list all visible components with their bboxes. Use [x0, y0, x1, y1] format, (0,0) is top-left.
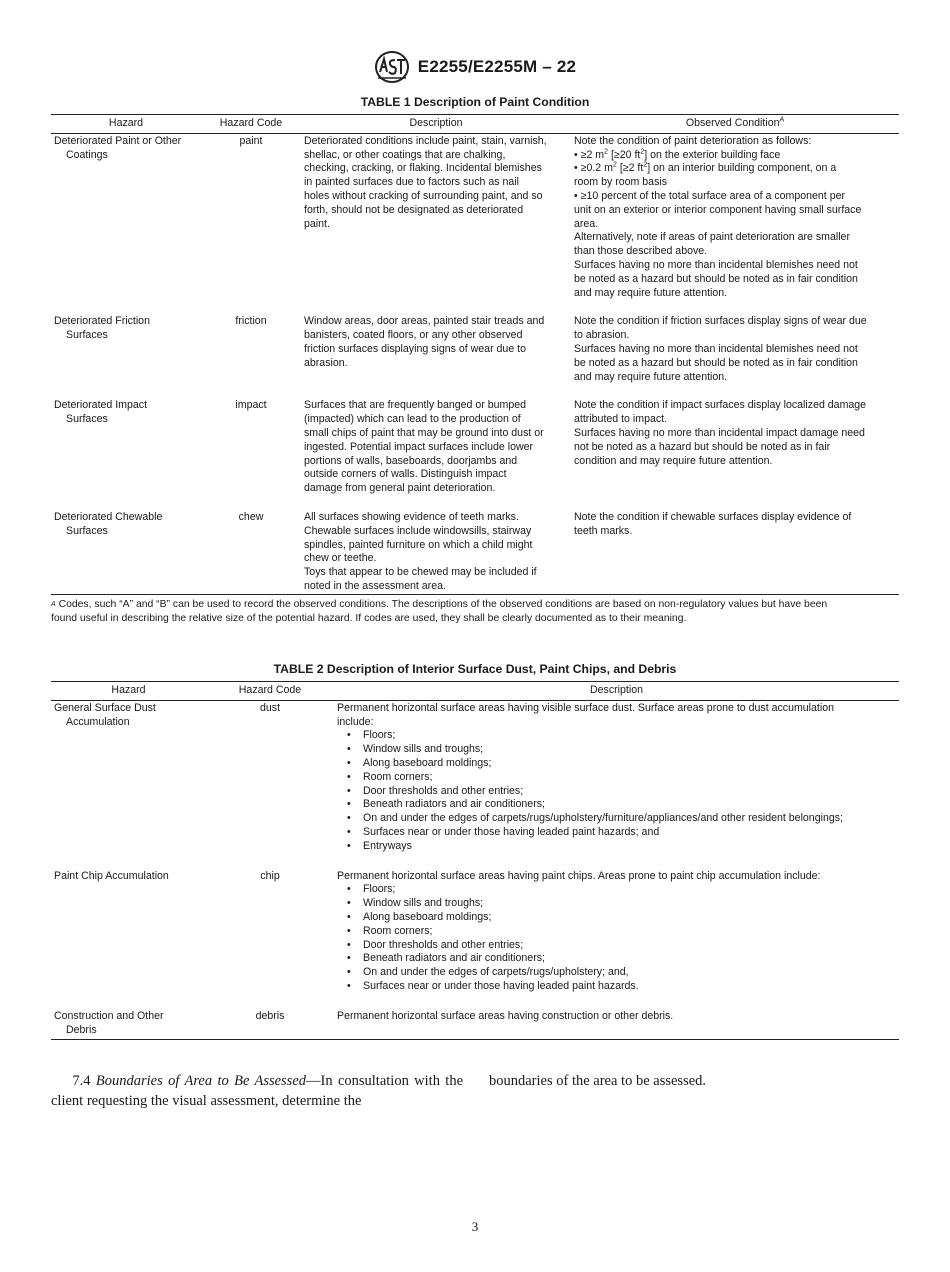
column-header-observed-condition: Observed Condition$^A$ — [571, 115, 899, 134]
list-item: • Room corners; — [347, 771, 896, 785]
list-item: • Door thresholds and other entries; — [347, 785, 896, 799]
column-header-hazard: Hazard — [51, 115, 201, 134]
astm-logo-icon — [374, 50, 410, 84]
section-title: Boundaries of Area to Be Assessed — [95, 1073, 307, 1089]
hazard-cell: General Surface Dust Accumulation — [54, 701, 156, 728]
hazard-code-cell: impact — [235, 399, 267, 412]
table1 — [51, 114, 899, 595]
column-header-description: Description — [334, 682, 899, 701]
description-cell: Deteriorated conditions include paint, stain, varnish, shellac, or other coatings that are chalking, checking, cracking, or flaking. Incidental blemishes in painted surfaces due to factors such as nail holes without cracking of surrounding paint, and so forth, should not be designated as deteriorated paint. — [304, 134, 547, 230]
table-row — [51, 133, 899, 300]
list-item: • Along baseboard moldings; — [347, 757, 896, 771]
list-item: • Floors; — [347, 729, 896, 743]
list-item: • On and under the edges of carpets/rugs/upholstery; and, — [347, 966, 896, 980]
list-item: • Window sills and troughs; — [347, 897, 896, 911]
list-item: • Door thresholds and other entries; — [347, 939, 896, 953]
hazard-code-cell: dust — [259, 701, 281, 714]
list-item: • Along baseboard moldings; — [347, 911, 896, 925]
column-header-hazard: Hazard — [51, 682, 206, 701]
table1-title: TABLE 1 Description of Paint Condition — [360, 95, 590, 109]
bullet-list — [337, 729, 896, 853]
section-text-left: In consultation with the client requesting the visual assessment, determine the — [51, 1073, 464, 1109]
document-designation: E2255/E2255M – 22 — [417, 57, 577, 76]
list-item: • Beneath radiators and air conditioners; — [347, 798, 896, 812]
table1-footnote: $^A$ Codes, such “A” and “B” can be used to record the observed conditions. The descriptions of the observed conditions are based on non-regulatory values but have been found useful in describing the relative size of the potential hazard. If codes are used, they shall be clearly documented as to their meaning. — [51, 599, 828, 624]
table1-header-row — [51, 115, 899, 134]
hazard-cell: Paint Chip Accumulation — [54, 869, 169, 882]
column-header-hazard-code: Hazard Code — [206, 682, 334, 701]
table2-header-row — [51, 682, 899, 701]
hazard-cell: Deteriorated Friction Surfaces — [54, 315, 150, 342]
section-number: 7.4 — [72, 1073, 91, 1089]
hazard-cell: Deteriorated Chewable Surfaces — [51, 510, 201, 594]
table2 — [51, 681, 899, 1040]
page-header — [0, 50, 950, 89]
table-row — [51, 869, 899, 994]
hazard-code-cell: chew — [201, 510, 301, 594]
description-cell: All surfaces showing evidence of teeth marks. Chewable surfaces include windowsills, stairway spindles, painted furniture on which a child might chew or teethe. Toys that appear to be chewed may be included if noted in the assessment area. — [301, 510, 571, 594]
description-cell: Permanent horizontal surface areas having paint chips. Areas prone to paint chip accumulation include: • Floors; • Window sills and troughs; • Along baseboard moldings; • Room corners; • Door thresholds and other entries; • Beneath radiators and air conditioners; • On and under the edges of carpets/rugs/upholstery; and, • Surfaces near or under those having leaded paint hazards. — [334, 869, 899, 994]
hazard-code-cell: friction — [235, 315, 267, 328]
hazard-cell: Construction and Other Debris — [51, 1009, 206, 1040]
list-item: • Floors; — [347, 883, 896, 897]
list-item: • Surfaces near or under those having leaded paint hazards. — [347, 980, 896, 994]
table-row — [51, 398, 899, 496]
list-item: • Room corners; — [347, 925, 896, 939]
observed-condition-cell: Note the condition if chewable surfaces display evidence of teeth marks. — [571, 510, 899, 594]
list-item: • Surfaces near or under those having leaded paint hazards; and — [347, 826, 896, 840]
observed-condition-cell: Note the condition of paint deterioration as follows: • ≥2 $m^2$ [≥20 $ft^2$] on the exterior building face • ≥0.2 $m^2$ [≥2 $ft^2$] on an interior building component, on a room by room basis • ≥10 percent of the total surface area of a component per unit on an exterior or interior component having small surface area. Alternatively, note if areas of paint deterioration are smaller than those described above. Surfaces having no more than incidental blemishes need not be noted as a hazard but should be noted as in fair condition and may require future attention. — [574, 134, 862, 299]
description-cell: Permanent horizontal surface areas having visible surface dust. Surface areas prone to dust accumulation include: • Floors; • Window sills and troughs; • Along baseboard moldings; • Room corners; • Door thresholds and other entries; • Beneath radiators and air conditioners; • On and under the edges of carpets/rugs/upholstery/furniture/appliances/and other resident belongings; • Surfaces near or under those having leaded paint hazards; and • Entryways — [334, 700, 899, 853]
hazard-code-cell: debris — [206, 1009, 334, 1040]
list-item: • On and under the edges of carpets/rugs/upholstery/furniture/appliances/and other resident belongings; — [347, 812, 896, 826]
description-cell: Window areas, door areas, painted stair treads and banisters, coated floors, or any other observed friction surfaces displaying signs of wear due to abrasion. — [304, 315, 545, 369]
table-row — [51, 510, 899, 594]
hazard-cell: Deteriorated Paint or Other Coatings — [54, 134, 182, 161]
list-item: • Beneath radiators and air conditioners; — [347, 952, 896, 966]
section-7-4-paragraph: 7.4 Boundaries of Area to Be Assessed—In consultation with the client requesting the visual assessment, determine the — [51, 1073, 464, 1109]
hazard-code-cell: chip — [260, 869, 280, 882]
description-cell: Surfaces that are frequently banged or bumped (impacted) which can lead to the production of small chips of paint that may be ground into dust or ingested. Potential impact surfaces include lower portions of walls, baseboards, doorjambs and outside corners of walls. Distinguish impact damage from general paint deterioration. — [304, 399, 544, 495]
section-text-right: boundaries of the area to be assessed. — [489, 1073, 707, 1089]
table-row — [51, 700, 899, 853]
bullet-list — [337, 883, 896, 993]
observed-condition-cell: Note the condition if impact surfaces display localized damage attributed to impact. Surfaces having no more than incidental impact damage need not be noted as a hazard but should be noted as in fair condition and may require future attention. — [574, 399, 867, 467]
hazard-cell: Deteriorated Impact Surfaces — [54, 399, 148, 426]
hazard-code-cell: paint — [239, 134, 263, 147]
page-number: 3 — [471, 1219, 479, 1234]
table-row — [51, 314, 899, 384]
list-item: • Entryways — [347, 840, 896, 854]
column-header-description: Description — [301, 115, 571, 134]
observed-condition-cell: Note the condition if friction surfaces display signs of wear due to abrasion. Surfaces having no more than incidental blemishes need not be noted as a hazard but should be noted as in fair condition and may require future attention. — [574, 315, 867, 383]
description-cell: Permanent horizontal surface areas having construction or other debris. — [334, 1009, 899, 1040]
column-header-hazard-code: Hazard Code — [201, 115, 301, 134]
table-row — [51, 1009, 899, 1040]
table2-title: TABLE 2 Description of Interior Surface Dust, Paint Chips, and Debris — [273, 662, 677, 676]
list-item: • Window sills and troughs; — [347, 743, 896, 757]
